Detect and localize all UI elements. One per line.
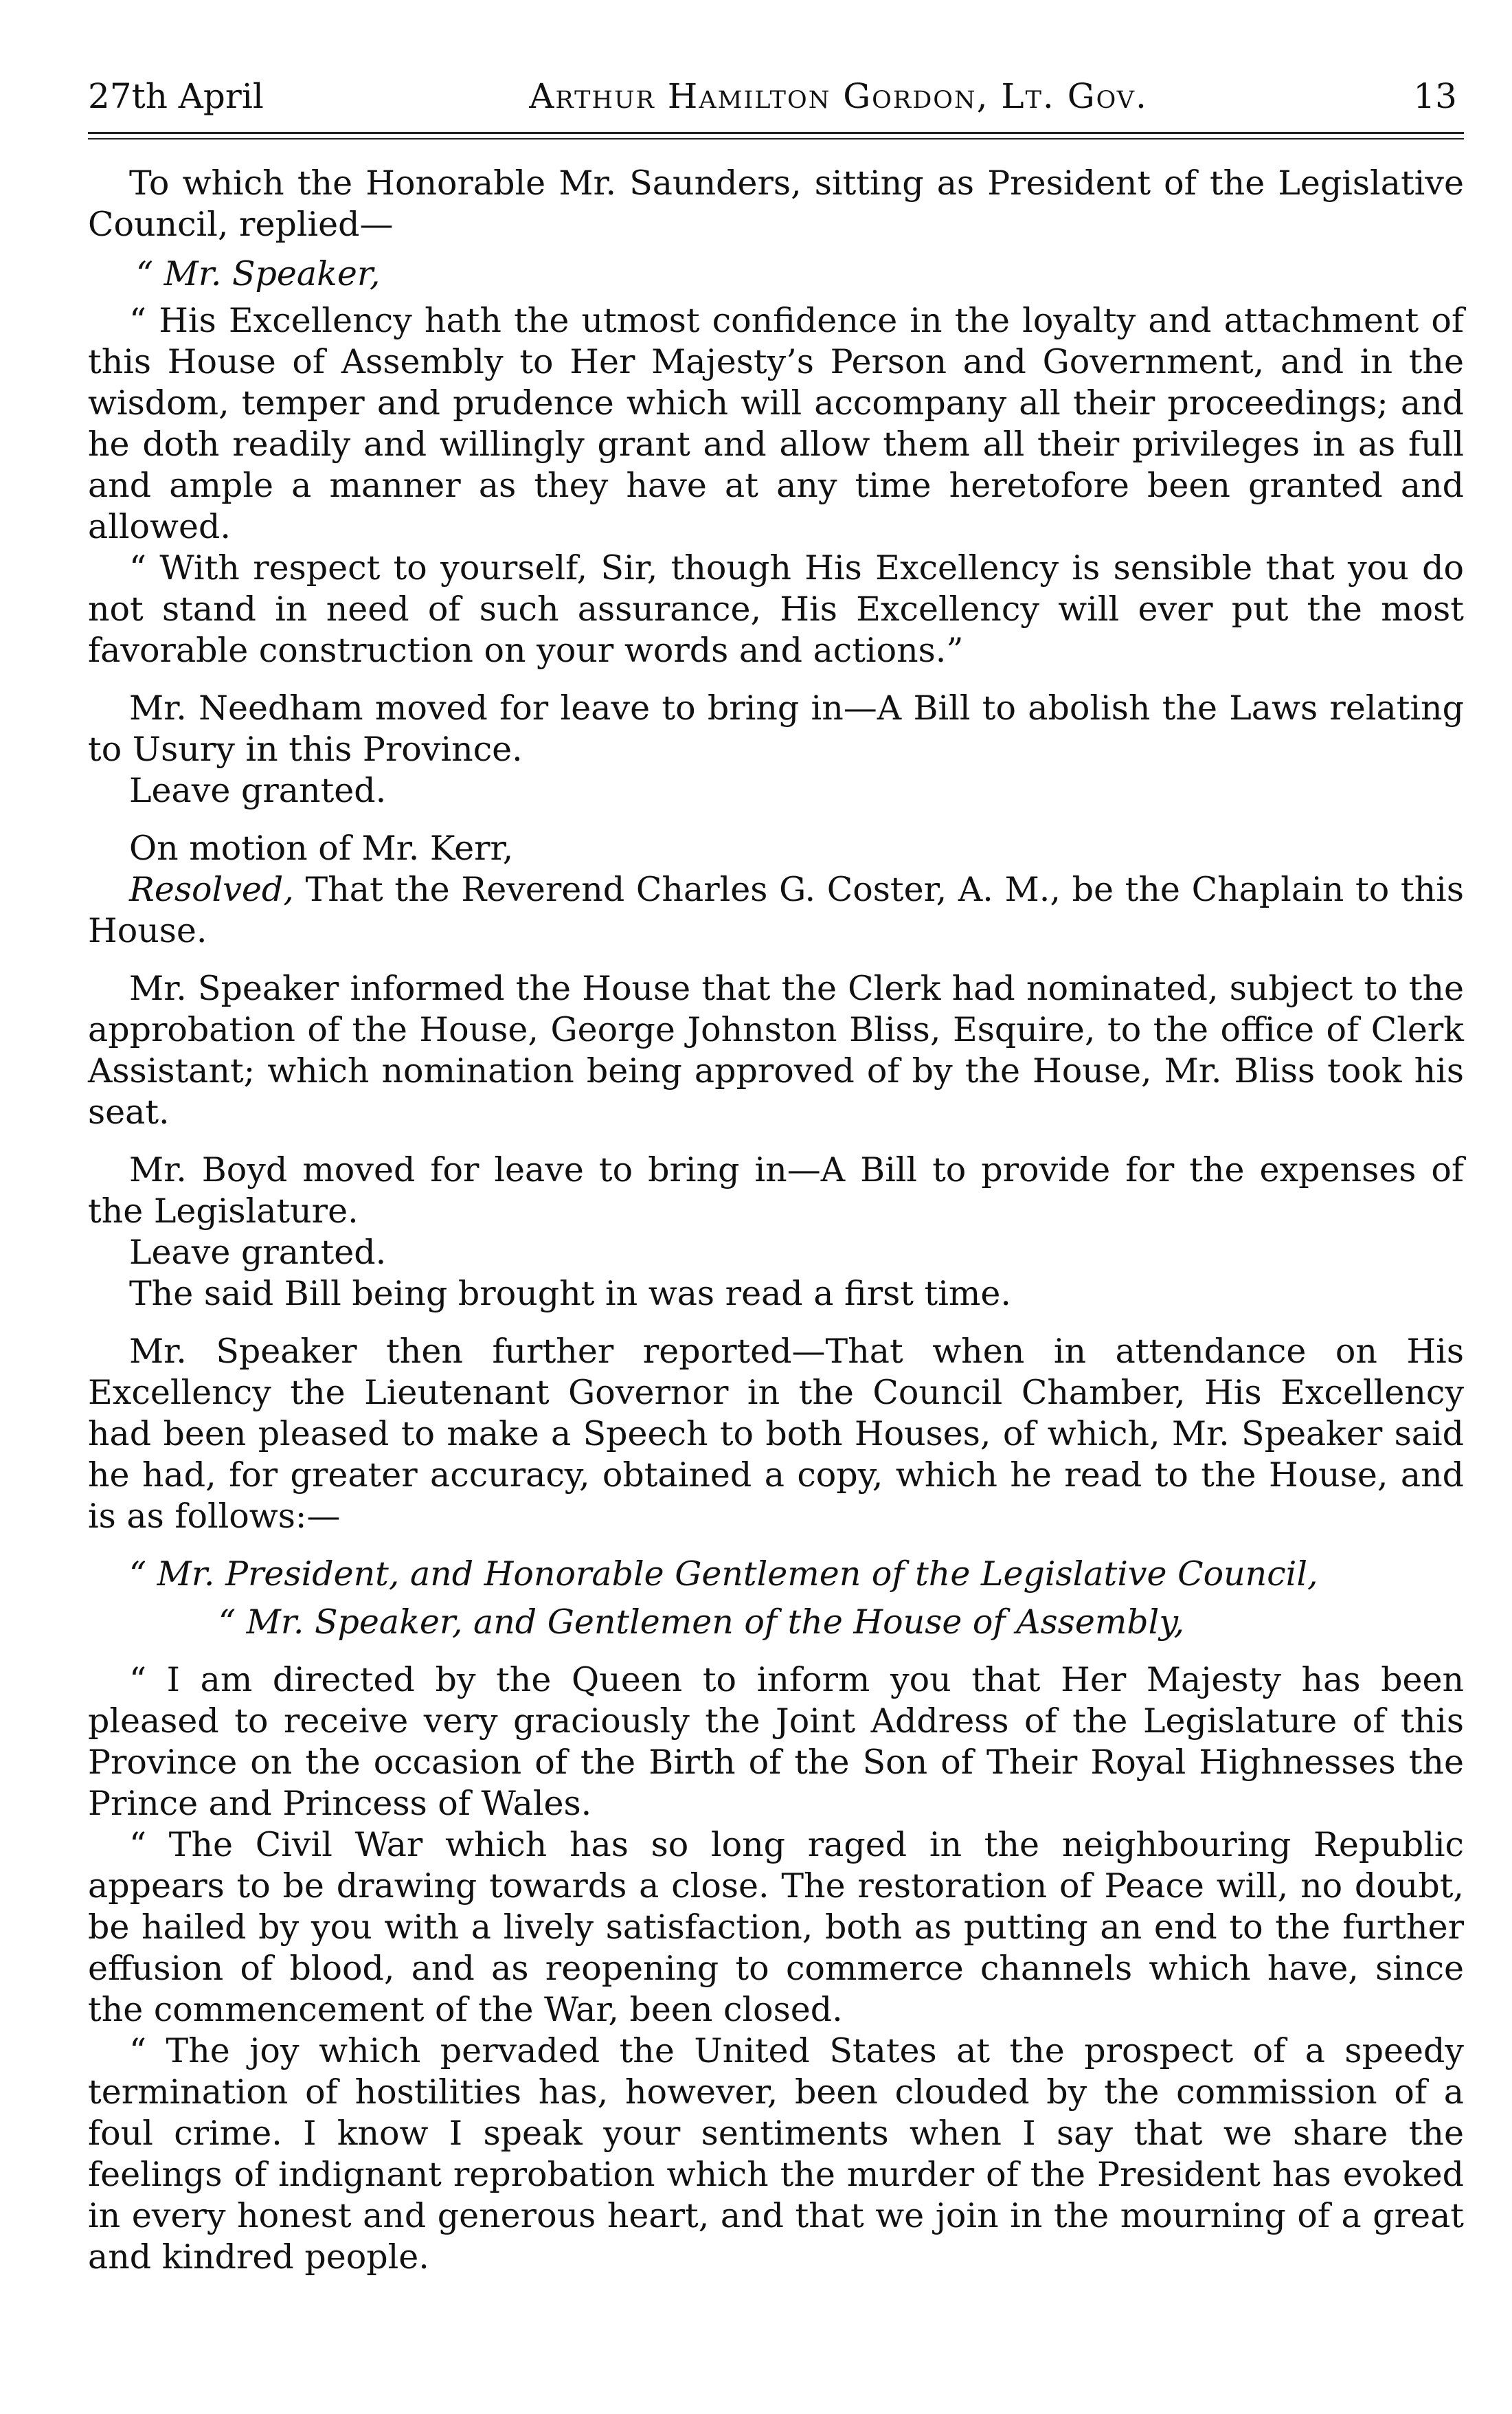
running-header: [88, 76, 1464, 117]
paragraph: Mr. Speaker informed the House that the Clerk had nominated, subject to the approbation of the House, George Johnston Bliss, Esquire, to the office of Clerk Assistant; which nomination being approved of by the House, Mr. Bliss took his seat.: [88, 969, 1464, 1132]
paragraph: “ I am directed by the Queen to inform you that Her Majesty has been pleased to receive very graciously the Joint Address of the Legislature of this Province on the occasion of the Birth of the Son of Their Royal Highnesses the Prince and Princess of Wales.: [88, 1660, 1464, 1823]
resolution-text: That the Reverend Charles G. Coster, A. M., be the Chaplain to this House.: [88, 870, 1464, 950]
paragraph: To which the Honorable Mr. Saunders, sitting as President of the Legislative Council, replied—: [88, 164, 1464, 244]
paragraph: On motion of Mr. Kerr,: [129, 829, 514, 868]
paragraph: “ The Civil War which has so long raged in the neighbouring Republic appears to be drawing towards a close. The restoration of Peace will, no doubt, be hailed by you with a lively satisfaction, both as putting an end to the further effusion of blood, and as reopening to commerce channels which have, since the commencement of the War, been closed.: [88, 1825, 1464, 2029]
resolution: [88, 869, 1464, 952]
resolved-label: Resolved,: [129, 870, 294, 909]
paragraph: “ The joy which pervaded the United States at the prospect of a speedy termination of hostilities has, however, been clouded by the commission of a foul crime. I know I speak your sentiments when I say that we share the feelings of indignant reprobation which the murder of the President has evoked in every honest and generous heart, and that we join in the mourning of a great and kindred people.: [88, 2031, 1464, 2277]
header-date: 27th April: [88, 76, 264, 116]
paragraph: Mr. Boyd moved for leave to bring in—A Bill to provide for the expenses of the Legislature.: [88, 1150, 1464, 1231]
header-rule: [88, 132, 1464, 139]
header-title: Arthur Hamilton Gordon, Lt. Gov.: [529, 76, 1148, 116]
paragraph: Leave granted.: [129, 1233, 387, 1272]
paragraph: Leave granted.: [129, 771, 387, 810]
paragraph: The said Bill being brought in was read a first time.: [129, 1274, 1011, 1313]
salutation: “ Mr. President, and Honorable Gentlemen of the Legislative Council,: [129, 1554, 1318, 1594]
salutation: “ Mr. Speaker,: [136, 254, 381, 293]
paragraph: Mr. Needham moved for leave to bring in—A Bill to abolish the Laws relating to Usury in this Province.: [88, 689, 1464, 769]
paragraph: “ His Excellency hath the utmost confidence in the loyalty and attachment of this House of Assembly to Her Majesty’s Person and Government, and in the wisdom, temper and prudence which will accompany all their proceedings; and he doth readily and willingly grant and allow them all their privileges in as full and ample a manner as they have at any time heretofore been granted and allowed.: [88, 301, 1464, 546]
paragraph: “ With respect to yourself, Sir, though His Excellency is sensible that you do not stand in need of such assurance, His Excellency will ever put the most favorable construction on your words and actions.”: [88, 548, 1464, 670]
salutation: “ Mr. Speaker, and Gentlemen of the House of Assembly,: [218, 1602, 1185, 1642]
page-body: [88, 163, 1464, 2278]
paragraph: Mr. Speaker then further reported—That when in attendance on His Excellency the Lieutenant Governor in the Council Chamber, His Excellency had been pleased to make a Speech to both Houses, of which, Mr. Speaker said he had, for greater accuracy, obtained a copy, which he read to the House, and is as follows:—: [88, 1332, 1464, 1536]
page-number: 13: [1413, 76, 1457, 116]
